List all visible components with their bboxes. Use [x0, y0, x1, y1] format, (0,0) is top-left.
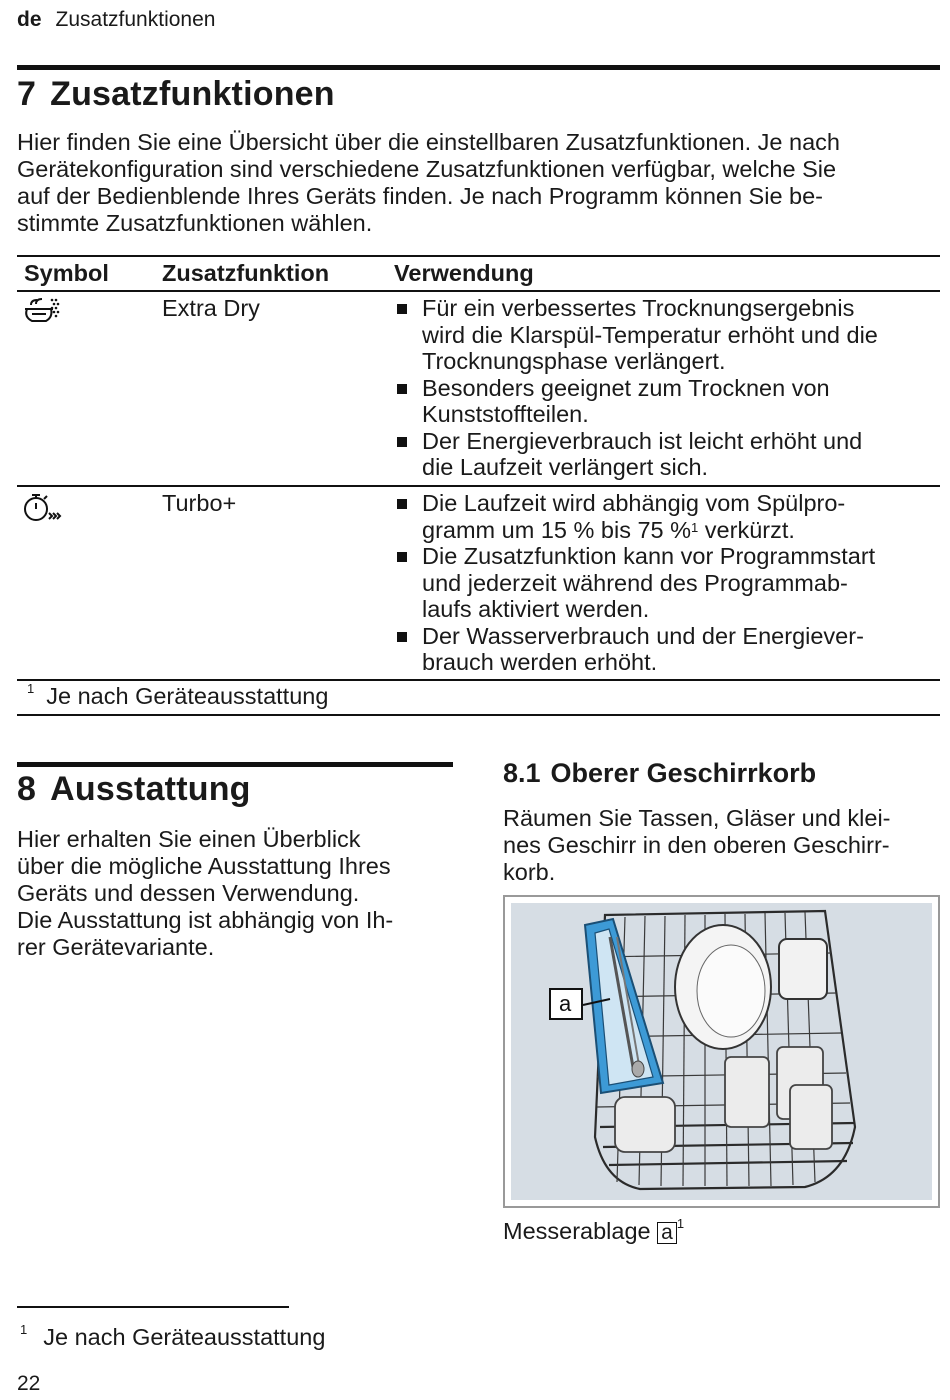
list-item [394, 490, 940, 543]
list-item [394, 375, 940, 428]
line: Der Wasserverbrauch und der Energiever- [422, 622, 864, 649]
intro-line: Hier erhalten Sie einen Überblick [17, 826, 361, 852]
basket-drawing [505, 897, 938, 1206]
line: Für ein verbessertes Trocknungsergebnis [422, 295, 855, 321]
section-title: Oberer Geschirrkorb [550, 758, 817, 788]
line: Trocknungsphase verlängert. [422, 348, 726, 374]
language-code: de [17, 8, 42, 31]
line: Der Energieverbrauch ist leicht erhöht und [422, 427, 863, 454]
intro-line: Geräts und dessen Verwendung. [17, 880, 360, 906]
page-header [17, 8, 215, 32]
page-number: 22 [17, 1372, 41, 1395]
intro-line: stimmte Zusatzfunktionen wählen. [17, 210, 373, 236]
line: wird die Klarspül-Temperatur erhöht und die [422, 321, 878, 348]
page-footnote [20, 1324, 325, 1351]
column-header-function: Zusatzfunktion [162, 260, 330, 286]
figure-label-a: a [559, 991, 572, 1016]
intro-line: rer Gerätevariante. [17, 934, 215, 960]
line: Die Zusatzfunktion kann vor Programmstart [422, 543, 876, 569]
section-number: 8.1 [503, 758, 541, 788]
section-title: Ausstattung [50, 770, 251, 808]
table-rule [17, 714, 940, 716]
table-footnote [27, 683, 328, 710]
caption-text: Messerablage [503, 1218, 651, 1244]
footnote-mark: 1 [27, 681, 35, 696]
intro-line: über die mögliche Ausstattung Ihres [17, 853, 391, 879]
column-header-symbol: Symbol [24, 260, 109, 286]
table-rule [17, 255, 940, 257]
list-item [394, 543, 940, 623]
line-text: gramm um 15 % bis 75 % [422, 516, 692, 543]
section-rule [17, 762, 453, 767]
intro-line: Gerätekonfiguration sind verschiedene Zusatzfunktionen verfügbar, welche Sie [17, 156, 837, 182]
line: brauch werden erhöht. [422, 649, 658, 675]
section-rule [17, 65, 940, 70]
line: laufs aktiviert werden. [422, 596, 650, 622]
line-text: verkürzt. [698, 516, 795, 543]
footnote-text: Je nach Geräteausstattung [43, 1324, 326, 1350]
list-item [394, 295, 940, 375]
table-rule [17, 679, 940, 681]
line: und jederzeit während des Programmab- [422, 569, 848, 596]
text-line: Räumen Sie Tassen, Gläser und klei- [503, 805, 891, 831]
section-8-heading [17, 770, 251, 809]
table-rule [17, 485, 940, 487]
line: die Laufzeit verlängert sich. [422, 454, 709, 480]
footnote-ref: 1 [691, 519, 699, 535]
turbo-icon [22, 491, 64, 531]
list-item [394, 623, 940, 676]
line: Besonders geeignet zum Trocknen von [422, 374, 830, 401]
function-name: Turbo+ [162, 490, 237, 516]
list-item [394, 428, 940, 481]
section-8-1-text [503, 805, 940, 886]
column-header-usage: Verwendung [394, 260, 534, 286]
section-number: 7 [17, 75, 37, 113]
intro-line: auf der Bedienblende Ihres Geräts finden. Je nach Programm können Sie be- [17, 183, 824, 209]
text-line: korb. [503, 859, 556, 885]
function-name: Extra Dry [162, 295, 260, 321]
line [422, 517, 940, 544]
footnote-mark: 1 [20, 1322, 28, 1337]
header-title: Zusatzfunktionen [55, 8, 216, 31]
extra-dry-icon [22, 295, 64, 335]
line: Kunststoffteilen. [422, 401, 589, 427]
figure-caption [503, 1218, 684, 1245]
intro-line: Hier finden Sie eine Übersicht über die einstellbaren Zusatzfunktionen. Je nach [17, 129, 840, 155]
section-7-heading [17, 75, 335, 114]
section-7-intro [17, 129, 940, 237]
upper-basket-illustration [503, 895, 940, 1208]
intro-line: Die Ausstattung ist abhängig von Ih- [17, 907, 394, 933]
line: Die Laufzeit wird abhängig vom Spülpro- [422, 490, 846, 516]
table-rule [17, 290, 940, 292]
footnote-text: Je nach Geräteausstattung [46, 683, 329, 709]
text-line: nes Geschirr in den oberen Geschirr- [503, 832, 890, 858]
section-8-intro [17, 826, 453, 961]
footnote-ref: 1 [676, 1216, 685, 1231]
usage-list [394, 295, 940, 481]
section-title: Zusatzfunktionen [50, 75, 335, 113]
usage-list [394, 490, 940, 676]
footnote-rule [17, 1306, 289, 1308]
caption-label-box: a [657, 1222, 677, 1244]
section-8-1-heading [503, 758, 816, 789]
section-number: 8 [17, 770, 37, 808]
